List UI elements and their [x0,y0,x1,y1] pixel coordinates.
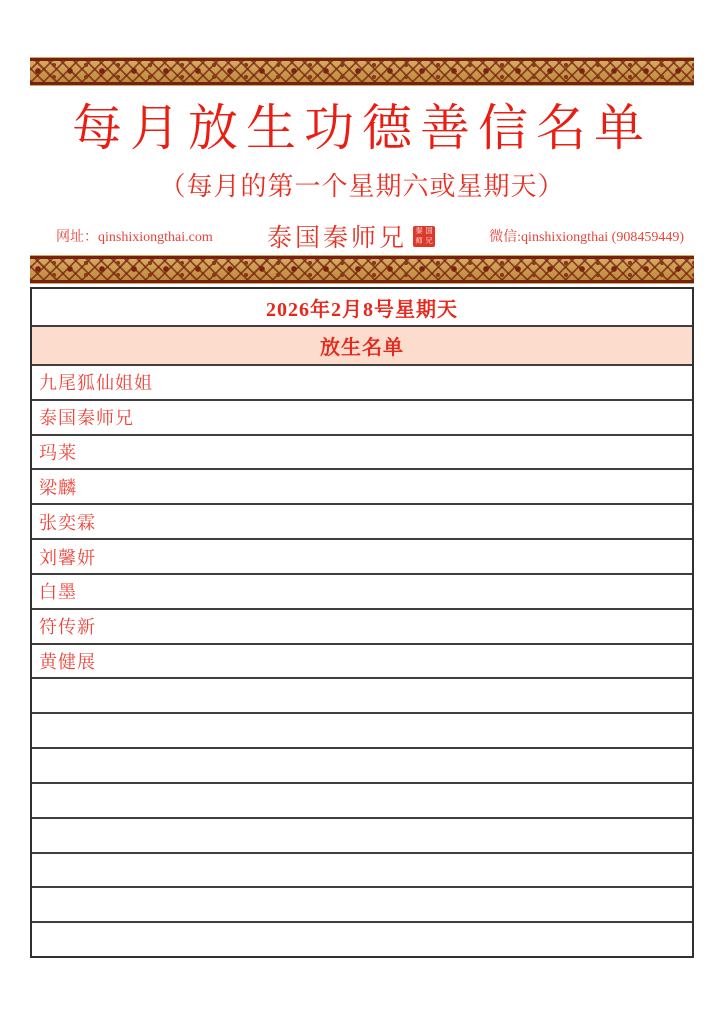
name-cell: 白墨 [39,582,77,603]
empty-row [32,679,692,714]
name-row [32,540,692,575]
name-row [32,366,692,401]
name-row [32,505,692,540]
name-row [32,470,692,505]
website-label: 网址：qinshixiongthai.com [56,230,213,245]
seal-char: 国 [425,227,433,235]
wechat-label: 微信:qinshixiongthai (908459449) [489,230,684,245]
name-row [32,401,692,436]
border-edge [30,82,694,85]
empty-row [32,819,692,854]
ornamental-border-top [30,57,694,86]
ornamental-border-middle [30,255,694,284]
name-row [32,575,692,610]
date-header: 2026年2月8号星期天 [266,298,458,321]
release-name-table [30,287,694,958]
name-cell: 九尾狐仙姐姐 [39,373,153,394]
name-cell: 黄健展 [39,652,96,673]
empty-row [32,888,692,923]
name-row [32,610,692,645]
border-pattern [30,259,694,280]
name-row [32,645,692,680]
empty-row [32,923,692,956]
name-cell: 刘馨妍 [39,547,96,568]
name-cell: 张奕霖 [39,512,96,533]
empty-row [32,714,692,749]
empty-row [32,854,692,889]
name-cell: 泰国秦师兄 [39,408,134,429]
brand-name: 泰国秦师兄 [266,225,407,252]
name-row [32,436,692,471]
name-cell: 符传新 [39,617,96,638]
seal-char: 师 [415,236,423,245]
brand-group [267,218,435,254]
release-table-body [32,366,692,956]
seal-char: 秦 [415,227,423,235]
empty-row [32,749,692,784]
empty-row [32,784,692,819]
border-pattern [30,61,694,82]
date-header-row [32,289,692,327]
page-subtitle: （每月的第一个星期六或星期天） [159,172,565,201]
page-title: 每月放生功德善信名单 [72,100,652,156]
section-header: 放生名单 [320,337,404,359]
name-cell: 梁麟 [39,477,77,498]
red-seal-stamp-icon [413,226,435,247]
section-header-row [32,327,692,366]
name-cell: 玛莱 [39,443,77,464]
seal-char: 兄 [425,236,433,245]
contact-info-row [30,216,694,256]
border-edge [30,280,694,283]
